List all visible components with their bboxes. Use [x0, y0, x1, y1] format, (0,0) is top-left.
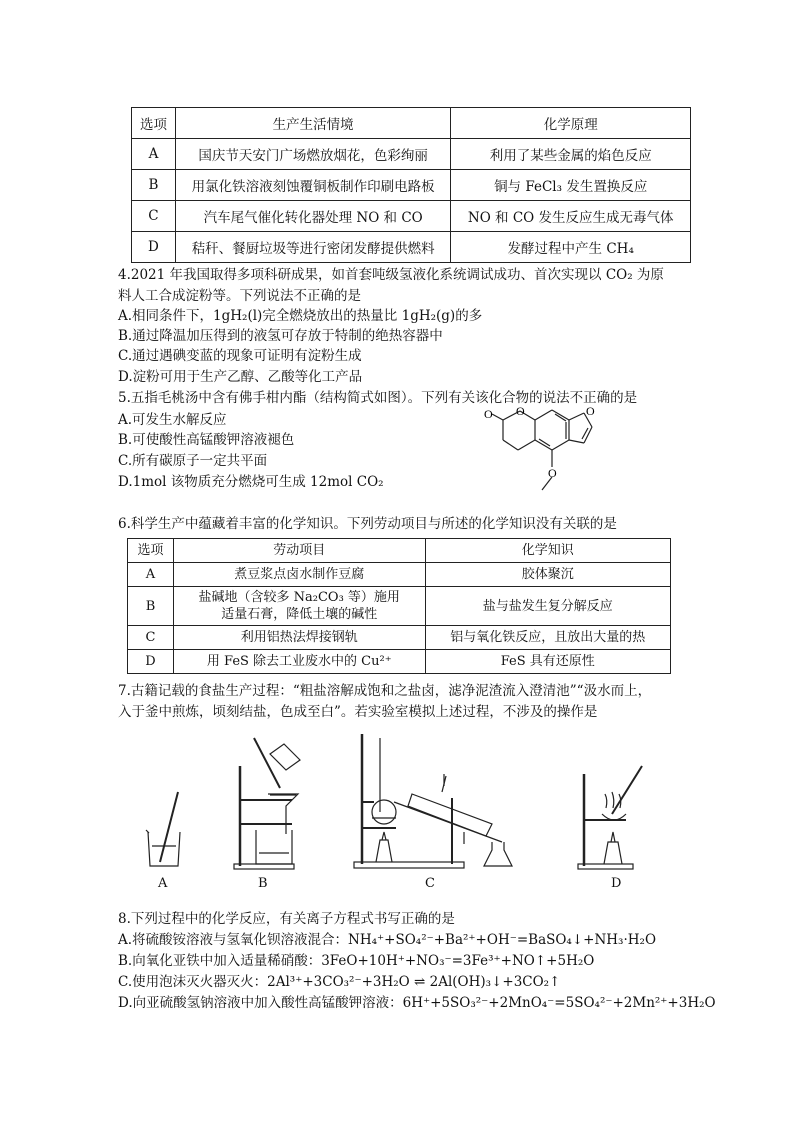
atom-label: O: [586, 404, 595, 418]
option-cell: C: [132, 201, 176, 232]
table-header-row: [128, 539, 671, 563]
q8-option-c: C.使用泡沫灭火器灭火：2Al³⁺+3CO₃²⁻+3H₂O ⇌ 2Al(OH)₃↓+3CO₂↑: [118, 974, 561, 990]
apparatus-label: C: [425, 876, 435, 891]
atom-label: O: [516, 404, 525, 418]
apparatus-label: B: [258, 876, 268, 891]
table-row: [132, 232, 691, 263]
header-cell: 化学原理: [451, 108, 691, 139]
q7-stem-line1: 7.古籍记载的食盐生产过程：“粗盐溶解成饱和之盐卤，滤净泥渣流入澄清池”“汲水而上，: [118, 683, 652, 699]
header-cell: 化学知识: [425, 539, 670, 563]
q4-stem-line1: 4.2021 年我国取得多项科研成果，如首套吨级氢液化系统调试成功、首次实现以 CO₂ 为原: [118, 267, 664, 283]
option-cell: A: [132, 139, 176, 170]
q4-option-c: C.通过遇碘变蓝的现象可证明有淀粉生成: [118, 348, 362, 364]
q5-option-c: C.所有碳原子一定共平面: [118, 453, 268, 469]
option-cell: A: [128, 563, 174, 587]
principle-cell: 发酵过程中产生 CH₄: [451, 232, 691, 263]
knowledge-cell: FeS 具有还原性: [425, 650, 670, 674]
scene-cell: 用氯化铁溶液刻蚀覆铜板制作印刷电路板: [175, 170, 450, 201]
q4-option-a: A.相同条件下，1gH₂(l)完全燃烧放出的热量比 1gH₂(g)的多: [118, 308, 483, 324]
table-row: [128, 587, 671, 626]
header-cell: 选项: [132, 108, 176, 139]
table-row: [128, 626, 671, 650]
q4-stem-line2: 料人工合成淀粉等。下列说法不正确的是: [118, 288, 361, 304]
q4-option-d: D.淀粉可用于生产乙醇、乙酸等化工产品: [118, 369, 363, 385]
principle-cell: 铜与 FeCl₃ 发生置换反应: [451, 170, 691, 201]
q8-option-a: A.将硫酸铵溶液与氢氧化钡溶液混合：NH₄⁺+SO₄²⁻+Ba²⁺+OH⁻=BaSO₄↓+NH₃·H₂O: [118, 932, 657, 948]
apparatus-c-distillation: [352, 732, 527, 872]
q8-stem: 8.下列过程中的化学反应，有关离子方程式书写正确的是: [118, 911, 455, 927]
q4-option-b: B.通过降温加压得到的液氢可存放于特制的绝热容器中: [118, 328, 443, 344]
context-principle-table: [131, 107, 691, 263]
labor-knowledge-table: [127, 538, 671, 674]
atom-label: O: [548, 466, 557, 480]
table-row: [128, 650, 671, 674]
table-row: [128, 563, 671, 587]
q5-option-b: B.可使酸性高锰酸钾溶液褪色: [118, 432, 295, 448]
atom-label: O: [484, 407, 493, 421]
q5-option-a: A.可发生水解反应: [118, 412, 227, 428]
option-cell: B: [128, 587, 174, 626]
q8-option-d: D.向亚硫酸氢钠溶液中加入酸性高锰酸钾溶液：6H⁺+5SO₃²⁻+2MnO₄⁻=5SO₄²⁻+2Mn²⁺+3H₂O: [118, 995, 716, 1011]
apparatus-d-evaporation: [576, 764, 651, 872]
q6-stem: 6.科学生产中蕴藏着丰富的化学知识。下列劳动项目与所述的化学知识没有关联的是: [118, 516, 617, 532]
scene-cell: 国庆节天安门广场燃放烟花，色彩绚丽: [175, 139, 450, 170]
structure-bonds: [492, 410, 592, 490]
q5-option-d: D.1mol 该物质充分燃烧可生成 12mol CO₂: [118, 474, 384, 490]
table-row: [132, 201, 691, 232]
item-cell: 盐碱地（含较多 Na₂CO₃ 等）施用适量石膏，降低土壤的碱性: [173, 587, 425, 626]
apparatus-a-beaker-stirring: [140, 790, 190, 870]
option-cell: B: [132, 170, 176, 201]
q8-option-b: B.向氧化亚铁中加入适量稀硝酸：3FeO+10H⁺+NO₃⁻=3Fe³⁺+NO↑+5H₂O: [118, 953, 595, 969]
principle-cell: NO 和 CO 发生反应生成无毒气体: [451, 201, 691, 232]
bergapten-structure-diagram: [480, 405, 630, 505]
item-cell: 煮豆浆点卤水制作豆腐: [173, 563, 425, 587]
q7-stem-line2: 入于釜中煎炼，顷刻结盐，色成至白”。若实验室模拟上述过程，不涉及的操作是: [118, 704, 598, 720]
apparatus-label: A: [158, 876, 168, 891]
principle-cell: 利用了某些金属的焰色反应: [451, 139, 691, 170]
option-cell: D: [128, 650, 174, 674]
apparatus-b-filtration: [232, 738, 312, 870]
option-cell: C: [128, 626, 174, 650]
header-cell: 劳动项目: [173, 539, 425, 563]
apparatus-label: D: [611, 876, 622, 891]
item-cell: 用 FeS 除去工业废水中的 Cu²⁺: [173, 650, 425, 674]
header-cell: 生产生活情境: [175, 108, 450, 139]
knowledge-cell: 胶体聚沉: [425, 563, 670, 587]
option-cell: D: [132, 232, 176, 263]
table-row: [132, 139, 691, 170]
q5-stem: 5.五指毛桃汤中含有佛手柑内酯（结构简式如图）。下列有关该化合物的说法不正确的是: [118, 390, 638, 406]
knowledge-cell: 铝与氧化铁反应，且放出大量的热: [425, 626, 670, 650]
table-header-row: [132, 108, 691, 139]
table-row: [132, 170, 691, 201]
item-cell: 利用铝热法焊接钢轨: [173, 626, 425, 650]
scene-cell: 秸秆、餐厨垃圾等进行密闭发酵提供燃料: [175, 232, 450, 263]
header-cell: 选项: [128, 539, 174, 563]
knowledge-cell: 盐与盐发生复分解反应: [425, 587, 670, 626]
scene-cell: 汽车尾气催化转化器处理 NO 和 CO: [175, 201, 450, 232]
